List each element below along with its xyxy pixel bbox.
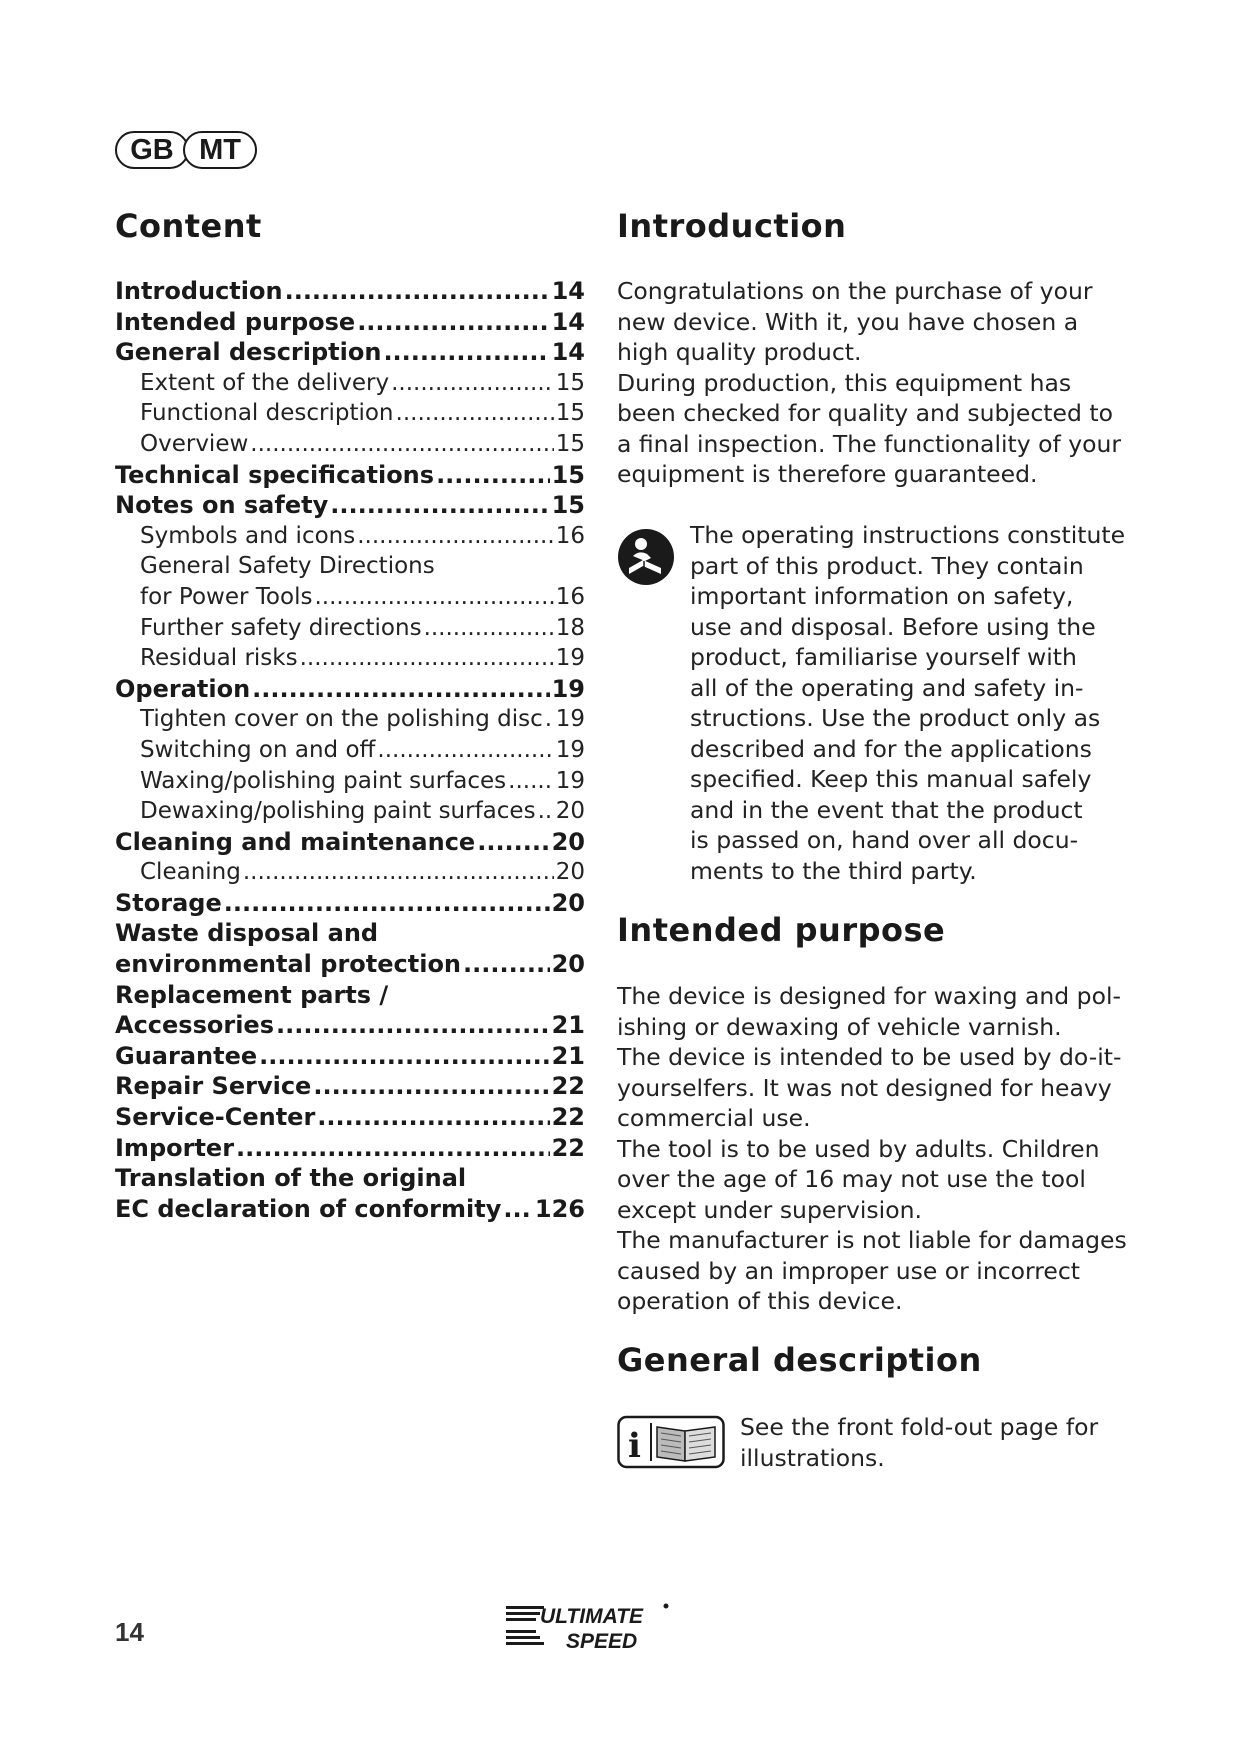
text-line: illustrations. xyxy=(740,1443,885,1472)
toc-entry-page: 22 xyxy=(551,1133,585,1162)
svg-text:i: i xyxy=(628,1426,641,1466)
ultimate-speed-logo xyxy=(506,1600,671,1652)
read-manual-icon xyxy=(617,528,675,586)
language-badges xyxy=(115,131,257,169)
toc-entry-page: 21 xyxy=(551,1011,585,1040)
text-line: The manufacturer is not liable for damages xyxy=(617,1226,1127,1254)
toc-entry xyxy=(115,1194,585,1225)
toc-entry xyxy=(115,766,585,797)
text-line: operation of this device. xyxy=(617,1287,903,1315)
toc-leader-dots xyxy=(545,704,554,735)
toc-entry xyxy=(115,613,585,644)
text-line: The device is designed for waxing and pol- xyxy=(617,982,1121,1010)
table-of-contents xyxy=(115,276,585,1224)
toc-entry-page: 15 xyxy=(555,369,585,396)
toc-entry xyxy=(115,796,585,827)
text-line: equipment is therefore guaranteed. xyxy=(617,460,1038,488)
toc-entry-page: 19 xyxy=(555,736,585,763)
toc-entry xyxy=(115,1102,585,1133)
toc-leader-dots xyxy=(436,460,550,491)
toc-entry-title: Translation of the original xyxy=(115,1164,467,1193)
toc-entry-title: Dewaxing/polishing paint surfaces xyxy=(140,798,536,825)
toc-entry-title: Notes on safety xyxy=(115,491,329,520)
toc-entry-page: 15 xyxy=(555,430,585,457)
toc-leader-dots xyxy=(357,521,553,552)
text-line: The device is intended to be used by do-it- xyxy=(617,1043,1122,1071)
toc-entry-page: 19 xyxy=(555,767,585,794)
toc-entry-page: 19 xyxy=(555,706,585,733)
text-line: The tool is to be used by adults. Children xyxy=(617,1134,1100,1163)
text-line: use and disposal. Before using the xyxy=(690,612,1096,641)
toc-leader-dots xyxy=(383,337,549,368)
intended-purpose-heading: Intended purpose xyxy=(617,911,946,949)
toc-entry xyxy=(115,1010,585,1041)
toc-entry-page: 20 xyxy=(551,950,585,979)
toc-entry xyxy=(115,337,585,368)
text-line: caused by an improper use or incorrect xyxy=(617,1256,1081,1285)
toc-entry-title: Storage xyxy=(115,888,222,917)
intended-purpose-paragraph xyxy=(617,981,1127,1317)
text-line: all of the operating and safety in- xyxy=(690,673,1084,702)
manual-note-paragraph xyxy=(690,520,1125,886)
text-line: ments to the third party. xyxy=(690,856,977,885)
toc-entry xyxy=(115,521,585,552)
toc-entry-page: 18 xyxy=(555,614,585,641)
toc-leader-dots xyxy=(508,766,554,797)
text-line: commercial use. xyxy=(617,1104,811,1132)
toc-leader-dots xyxy=(276,1010,550,1041)
language-badge-mt: MT xyxy=(183,131,257,169)
toc-entry xyxy=(115,1071,585,1102)
text-line: been checked for quality and subjected to xyxy=(617,399,1113,427)
toc-entry-title: Service-Center xyxy=(115,1103,316,1132)
toc-leader-dots xyxy=(285,276,550,307)
toc-entry xyxy=(115,1041,585,1072)
toc-entry-title: Residual risks xyxy=(140,645,298,672)
general-description-heading: General description xyxy=(617,1341,982,1379)
toc-entry xyxy=(115,460,585,491)
toc-entry-title: Repair Service xyxy=(115,1072,312,1101)
toc-entry xyxy=(115,888,585,919)
toc-leader-dots xyxy=(313,1071,549,1102)
toc-leader-dots xyxy=(300,643,554,674)
text-line: except under supervision. xyxy=(617,1195,922,1224)
toc-entry xyxy=(115,307,585,338)
toc-leader-dots xyxy=(243,857,554,888)
text-line: product, familiarise yourself with xyxy=(690,643,1077,671)
toc-entry-title: Tighten cover on the polishing disc xyxy=(140,706,543,733)
text-line: over the age of 16 may not use the tool xyxy=(617,1165,1086,1193)
text-line: See the front fold-out page for xyxy=(740,1413,1099,1441)
toc-entry xyxy=(115,857,585,888)
toc-entry-page: 16 xyxy=(555,583,585,610)
toc-entry-title: Extent of the delivery xyxy=(140,369,390,396)
toc-entry xyxy=(115,1163,585,1194)
toc-entry-page: 14 xyxy=(551,277,585,305)
toc-entry-title: Switching on and off xyxy=(140,736,376,763)
toc-entry xyxy=(115,643,585,674)
toc-entry xyxy=(115,980,585,1011)
toc-entry-title: Overview xyxy=(140,430,249,457)
general-description-paragraph xyxy=(740,1412,1098,1473)
language-badge-gb: GB xyxy=(115,131,189,169)
text-line: The operating instructions constitute xyxy=(690,521,1126,549)
toc-entry xyxy=(115,735,585,766)
text-line: During production, this equipment has xyxy=(617,368,1072,397)
toc-entry-page: 16 xyxy=(555,522,585,549)
toc-entry xyxy=(115,674,585,705)
toc-entry-title: Guarantee xyxy=(115,1041,258,1070)
text-line: described and for the applications xyxy=(690,734,1092,763)
introduction-heading: Introduction xyxy=(617,207,847,245)
toc-entry xyxy=(115,1133,585,1164)
toc-entry xyxy=(115,704,585,735)
toc-entry xyxy=(115,368,585,399)
toc-entry-page: 20 xyxy=(555,859,585,886)
text-line: ishing or dewaxing of vehicle varnish. xyxy=(617,1012,1062,1041)
toc-entry xyxy=(115,582,585,613)
toc-entry-title: EC declaration of conformity xyxy=(115,1194,502,1223)
toc-leader-dots xyxy=(314,582,553,613)
text-line: high quality product. xyxy=(617,338,862,366)
toc-entry-title: Accessories xyxy=(115,1011,274,1040)
toc-leader-dots xyxy=(259,1041,549,1072)
toc-entry-page: 15 xyxy=(551,491,585,520)
introduction-paragraph xyxy=(617,276,1121,490)
toc-entry-title: Cleaning and maintenance xyxy=(115,827,476,856)
toc-leader-dots xyxy=(224,888,550,919)
toc-entry-title: Importer xyxy=(115,1133,235,1162)
toc-leader-dots xyxy=(252,674,549,705)
toc-entry-title: Further safety directions xyxy=(140,614,422,641)
toc-entry-title: Operation xyxy=(115,674,251,703)
text-line: important information on safety, xyxy=(690,582,1074,610)
toc-entry-title: Intended purpose xyxy=(115,307,356,336)
toc-entry-page: 22 xyxy=(551,1103,585,1132)
toc-entry-page: 21 xyxy=(551,1041,585,1070)
toc-entry-page: 19 xyxy=(555,645,585,672)
toc-leader-dots xyxy=(236,1133,550,1164)
toc-leader-dots xyxy=(503,1194,533,1225)
content-heading: Content xyxy=(115,207,262,245)
toc-entry-title: Introduction xyxy=(115,277,283,305)
logo-text-bottom: SPEED xyxy=(566,1630,638,1652)
toc-leader-dots xyxy=(424,613,554,644)
toc-entry-title: Technical specifications xyxy=(115,460,435,489)
text-line: structions. Use the product only as xyxy=(690,704,1101,732)
toc-entry-page: 19 xyxy=(551,674,585,703)
text-line: and in the event that the product xyxy=(690,795,1083,824)
toc-entry-page: 20 xyxy=(555,798,585,825)
logo-text-top: ULTIMATE xyxy=(540,1605,644,1628)
toc-leader-dots xyxy=(463,949,550,980)
page-number: 14 xyxy=(115,1617,144,1647)
text-line: Congratulations on the purchase of your xyxy=(617,277,1093,305)
toc-entry-page: 22 xyxy=(551,1072,585,1101)
toc-leader-dots xyxy=(396,398,554,429)
toc-entry-title: General description xyxy=(115,338,382,367)
toc-entry-page: 20 xyxy=(551,827,585,856)
toc-leader-dots xyxy=(377,735,553,766)
toc-leader-dots xyxy=(538,796,554,827)
toc-entry xyxy=(115,429,585,460)
toc-entry xyxy=(115,276,585,307)
toc-entry-title: General Safety Directions xyxy=(140,553,435,580)
toc-entry-title: Replacement parts / xyxy=(115,980,389,1009)
info-foldout-icon xyxy=(617,1415,725,1469)
toc-entry-title: environmental protection xyxy=(115,950,462,979)
toc-leader-dots xyxy=(357,307,549,338)
toc-entry-title: Waste disposal and xyxy=(115,919,379,948)
toc-entry-title: Cleaning xyxy=(140,859,241,886)
toc-entry xyxy=(115,490,585,521)
toc-entry xyxy=(115,949,585,980)
toc-entry xyxy=(115,551,585,582)
text-line: yourselfers. It was not designed for heavy xyxy=(617,1073,1112,1102)
toc-entry-page: 14 xyxy=(551,338,585,367)
toc-entry-page: 15 xyxy=(555,400,585,427)
toc-entry-page: 20 xyxy=(551,888,585,917)
toc-entry-page: 14 xyxy=(551,307,585,336)
toc-entry-title: Symbols and icons xyxy=(140,522,356,549)
toc-leader-dots xyxy=(317,1102,549,1133)
toc-entry-page: 15 xyxy=(551,460,585,489)
toc-leader-dots xyxy=(250,429,553,460)
toc-entry-title: for Power Tools xyxy=(140,583,313,610)
toc-leader-dots xyxy=(477,827,549,858)
toc-leader-dots xyxy=(330,490,549,521)
text-line: is passed on, hand over all docu- xyxy=(690,826,1079,854)
text-line: a final inspection. The functionality of your xyxy=(617,429,1122,458)
toc-entry-title: Functional description xyxy=(140,400,394,427)
toc-entry xyxy=(115,918,585,949)
toc-leader-dots xyxy=(391,368,554,399)
toc-entry xyxy=(115,398,585,429)
toc-entry xyxy=(115,827,585,858)
toc-entry-title: Waxing/polishing paint surfaces xyxy=(140,767,507,794)
text-line: specified. Keep this manual safely xyxy=(690,765,1092,793)
text-line: new device. With it, you have chosen a xyxy=(617,307,1079,336)
text-line: part of this product. They contain xyxy=(690,551,1084,580)
toc-entry-page: 126 xyxy=(534,1194,585,1223)
